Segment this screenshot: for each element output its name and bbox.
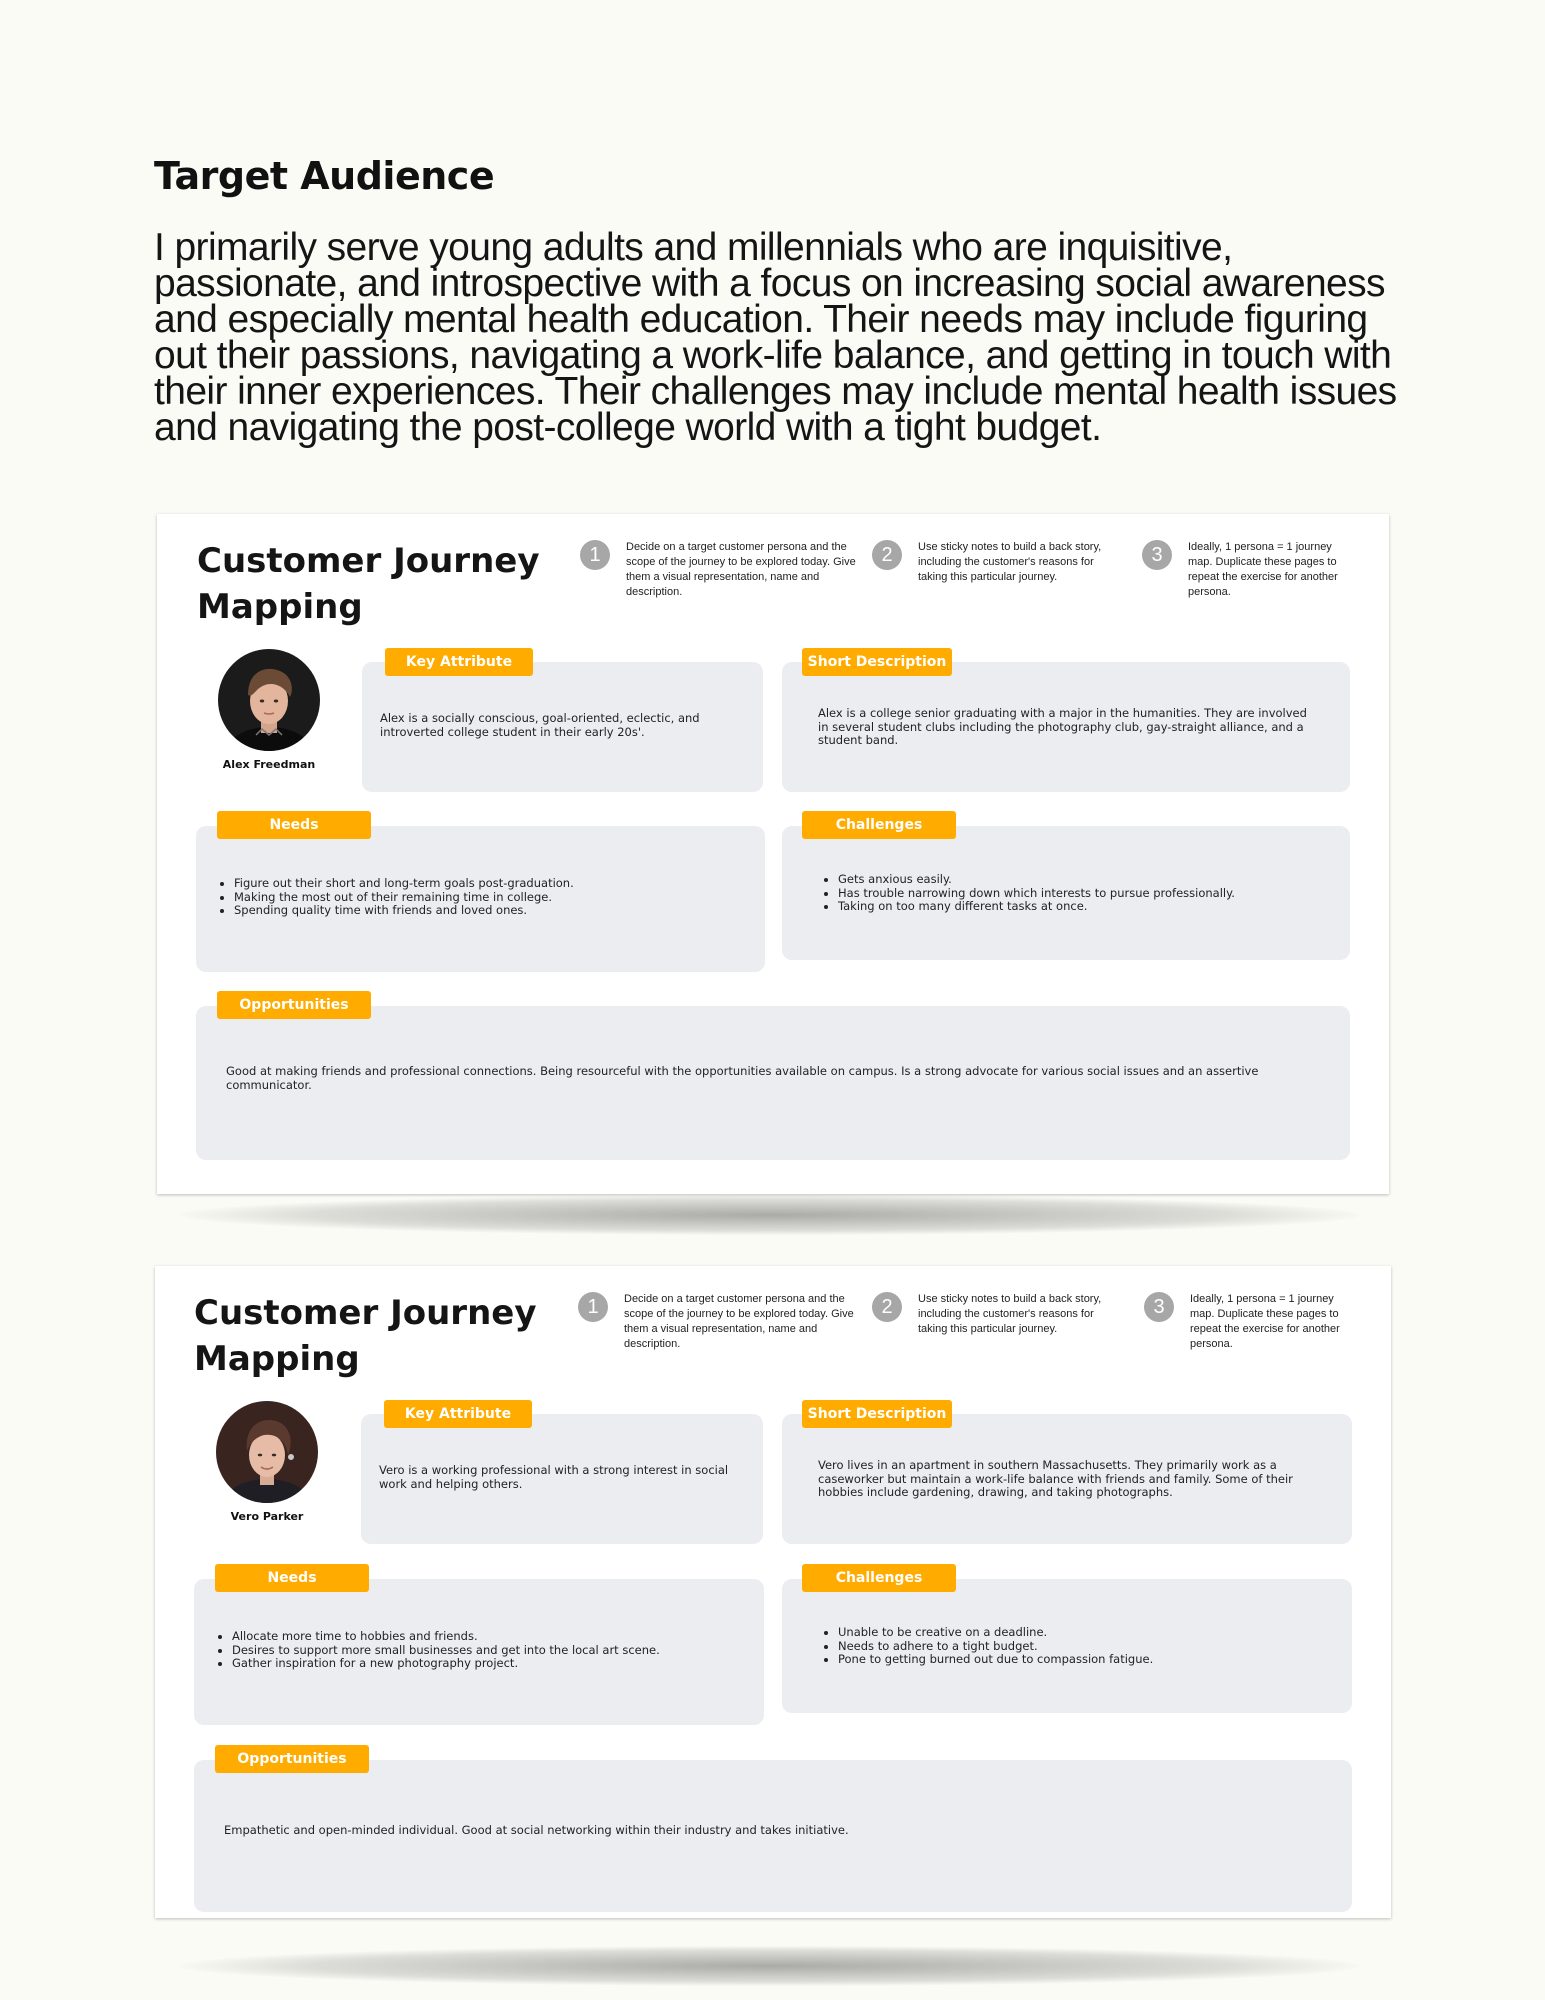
needs-item: • Gather inspiration for a new photography project.: [232, 1657, 746, 1671]
sheet-shadow: [180, 1195, 1360, 1235]
step-number-icon: 2: [872, 1292, 902, 1322]
challenges-card: [782, 826, 1350, 960]
opportunities-text: Good at making friends and professional connections. Being resourceful with the opportunities available on campus. Is a strong advocate for various social issues and an assertive communicator.: [226, 1064, 1259, 1092]
opportunities-card: [194, 1760, 1352, 1912]
short-description-card: [782, 662, 1350, 792]
step-text: Use sticky notes to build a back story, including the customer's reasons for taking this particular journey.: [918, 1293, 1102, 1335]
journey-map-sheet-alex: [157, 514, 1389, 1194]
opportunities-label: Opportunities: [217, 991, 371, 1019]
opportunities-text: Empathetic and open-minded individual. Good at social networking within their industry and takes initiative.: [224, 1823, 849, 1837]
step-number-icon: 3: [1142, 540, 1172, 570]
step-text: Decide on a target customer persona and the scope of the journey to be explored today. Give them a visual representation, name and description.: [626, 541, 856, 598]
challenges-list: [838, 873, 1332, 914]
step-text: Use sticky notes to build a back story, including the customer's reasons for taking this particular journey.: [918, 541, 1102, 583]
key-attribute-card: [362, 662, 763, 792]
journey-map-sheet-vero: [155, 1266, 1391, 1918]
challenges-item: • Needs to adhere to a tight budget.: [838, 1640, 1334, 1654]
challenges-label: Challenges: [802, 811, 956, 839]
persona-name: Vero Parker: [230, 1510, 304, 1523]
target-audience-title: Target Audience: [154, 154, 495, 198]
key-attribute-label: Key Attribute: [384, 1400, 532, 1428]
needs-item: • Allocate more time to hobbies and friends.: [232, 1630, 746, 1644]
step-number-icon: 2: [872, 540, 902, 570]
challenges-item: • Taking on too many different tasks at once.: [838, 900, 1332, 914]
short-description-card: [782, 1414, 1352, 1544]
needs-item: • Desires to support more small businesses and get into the local art scene.: [232, 1644, 746, 1658]
challenges-label: Challenges: [802, 1564, 956, 1592]
step-number-icon: 1: [580, 540, 610, 570]
sheet-title: Customer Journey Mapping: [197, 541, 540, 627]
step-text: Ideally, 1 persona = 1 journey map. Duplicate these pages to repeat the exercise for another persona.: [1190, 1293, 1340, 1350]
needs-card: [196, 826, 765, 972]
persona-avatar: [218, 649, 320, 751]
short-description-label: Short Description: [802, 648, 952, 676]
step-number-icon: 3: [1144, 1292, 1174, 1322]
opportunities-label: Opportunities: [215, 1745, 369, 1773]
needs-label: Needs: [215, 1564, 369, 1592]
challenges-item: • Pone to getting burned out due to compassion fatigue.: [838, 1653, 1334, 1667]
persona-avatar: [216, 1401, 318, 1503]
step-text: Decide on a target customer persona and the scope of the journey to be explored today. Give them a visual representation, name and description.: [624, 1293, 854, 1350]
challenges-item: • Gets anxious easily.: [838, 873, 1332, 887]
challenges-item: • Has trouble narrowing down which interests to pursue professionally.: [838, 887, 1332, 901]
needs-card: [194, 1579, 764, 1725]
needs-list: [234, 877, 747, 918]
challenges-list: [838, 1626, 1334, 1667]
person-photo-icon: [216, 1401, 318, 1503]
challenges-card: [782, 1579, 1352, 1713]
needs-list: [232, 1630, 746, 1671]
sheet-shadow: [180, 1946, 1360, 1986]
opportunities-card: [196, 1006, 1350, 1160]
key-attribute-card: [361, 1414, 763, 1544]
target-audience-body: I primarily serve young adults and millennials who are inquisitive, passionate, and introspective with a focus on increasing social awareness and especially mental health education. Their needs may include figuring out their passions, navigating a work-life balance, and getting in touch with their inner experiences. Their challenges may include mental health issues and navigating the post-college world with a tight budget.: [154, 226, 1397, 449]
short-description-text: Alex is a college senior graduating with a major in the humanities. They are involved in several student clubs including the photography club, gay-straight alliance, and a student band.: [818, 706, 1307, 747]
challenges-item: • Unable to be creative on a deadline.: [838, 1626, 1334, 1640]
needs-item: • Figure out their short and long-term goals post-graduation.: [234, 877, 747, 891]
key-attribute-label: Key Attribute: [385, 648, 533, 676]
step-text: Ideally, 1 persona = 1 journey map. Duplicate these pages to repeat the exercise for another persona.: [1188, 541, 1338, 598]
key-attribute-text: Vero is a working professional with a strong interest in social work and helping others.: [379, 1463, 729, 1491]
short-description-text: Vero lives in an apartment in southern Massachusetts. They primarily work as a caseworker but maintain a work-life balance with friends and family. Some of their hobbies include gardening, drawing, and taking photographs.: [818, 1458, 1293, 1499]
person-photo-icon: [218, 649, 320, 751]
needs-item: • Making the most out of their remaining time in college.: [234, 891, 747, 905]
key-attribute-text: Alex is a socially conscious, goal-oriented, eclectic, and introverted college student in their early 20s'.: [380, 711, 700, 739]
step-number-icon: 1: [578, 1292, 608, 1322]
sheet-title: Customer Journey Mapping: [194, 1293, 537, 1379]
short-description-label: Short Description: [802, 1400, 952, 1428]
needs-item: • Spending quality time with friends and loved ones.: [234, 904, 747, 918]
needs-label: Needs: [217, 811, 371, 839]
persona-name: Alex Freedman: [222, 758, 316, 771]
